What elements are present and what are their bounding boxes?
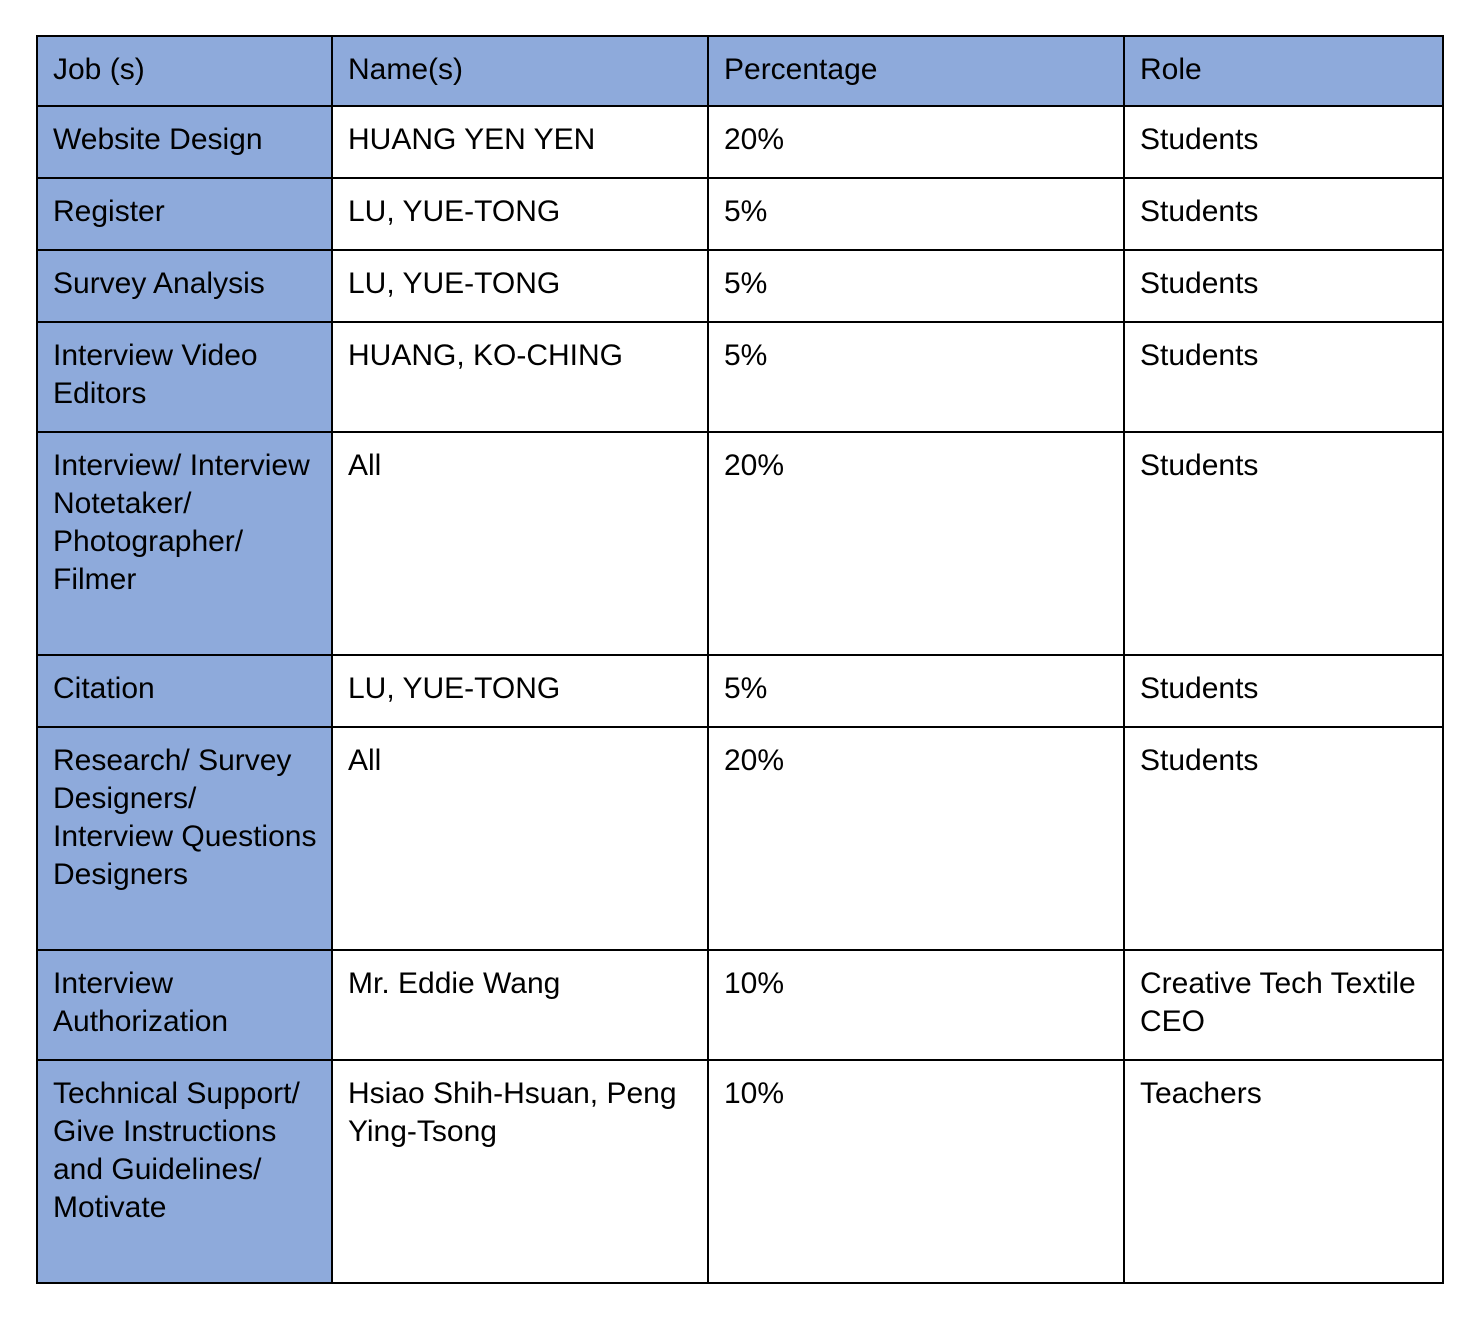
work-distribution-table (36, 35, 1444, 1284)
table-row (37, 106, 1443, 178)
table-header-row (37, 36, 1443, 106)
name-cell: All (332, 432, 708, 655)
job-cell: Research/ Survey Designers/ Interview Questions Designers (37, 727, 332, 950)
table-row (37, 1060, 1443, 1283)
name-cell: All (332, 727, 708, 950)
name-cell: HUANG, KO-CHING (332, 322, 708, 432)
name-cell: LU, YUE-TONG (332, 655, 708, 727)
header-job: Job (s) (37, 36, 332, 106)
percentage-cell: 20% (708, 432, 1124, 655)
name-cell: Mr. Eddie Wang (332, 950, 708, 1060)
percentage-cell: 5% (708, 178, 1124, 250)
percentage-cell: 5% (708, 322, 1124, 432)
job-cell: Website Design (37, 106, 332, 178)
table-row (37, 655, 1443, 727)
role-cell: Students (1124, 106, 1443, 178)
role-cell: Students (1124, 432, 1443, 655)
role-cell: Students (1124, 727, 1443, 950)
job-cell: Interview/ Interview Notetaker/ Photographer/ Filmer (37, 432, 332, 655)
table-row (37, 250, 1443, 322)
job-cell: Interview Authorization (37, 950, 332, 1060)
role-cell: Students (1124, 655, 1443, 727)
name-cell: Hsiao Shih-Hsuan, Peng Ying-Tsong (332, 1060, 708, 1283)
name-cell: LU, YUE-TONG (332, 250, 708, 322)
header-role: Role (1124, 36, 1443, 106)
name-cell: LU, YUE-TONG (332, 178, 708, 250)
role-cell: Teachers (1124, 1060, 1443, 1283)
role-cell: Students (1124, 322, 1443, 432)
percentage-cell: 10% (708, 1060, 1124, 1283)
job-cell: Technical Support/ Give Instructions and Guidelines/ Motivate (37, 1060, 332, 1283)
header-names: Name(s) (332, 36, 708, 106)
table-row (37, 178, 1443, 250)
percentage-cell: 20% (708, 106, 1124, 178)
percentage-cell: 20% (708, 727, 1124, 950)
role-cell: Students (1124, 178, 1443, 250)
name-cell: HUANG YEN YEN (332, 106, 708, 178)
role-cell: Students (1124, 250, 1443, 322)
job-cell: Interview Video Editors (37, 322, 332, 432)
table-row (37, 727, 1443, 950)
table-row (37, 322, 1443, 432)
table-row (37, 950, 1443, 1060)
job-cell: Register (37, 178, 332, 250)
job-cell: Survey Analysis (37, 250, 332, 322)
role-cell: Creative Tech Textile CEO (1124, 950, 1443, 1060)
percentage-cell: 5% (708, 250, 1124, 322)
header-percentage: Percentage (708, 36, 1124, 106)
percentage-cell: 5% (708, 655, 1124, 727)
table-row (37, 432, 1443, 655)
percentage-cell: 10% (708, 950, 1124, 1060)
job-cell: Citation (37, 655, 332, 727)
